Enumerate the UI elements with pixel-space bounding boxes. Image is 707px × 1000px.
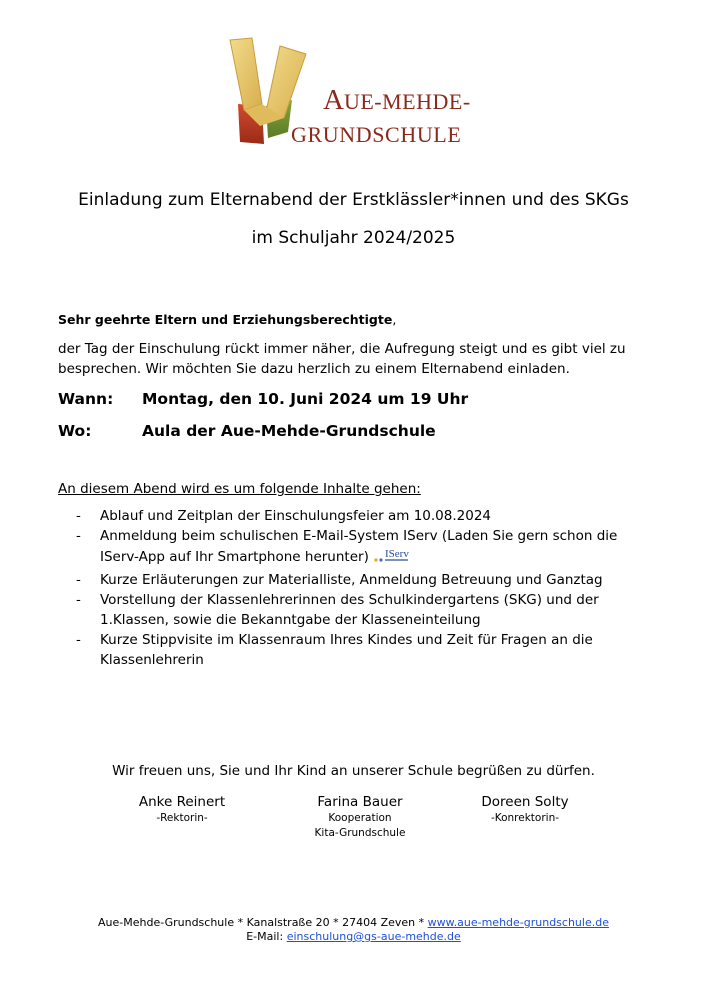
when-value: Montag, den 10. Juni 2024 um 19 Uhr — [142, 390, 469, 408]
list-item: - Vorstellung der Klassenlehrerinnen des Schulkindergartens (SKG) und der 1.Klassen, sowie die Bekanntgabe der Klasseneinteilung — [76, 592, 599, 628]
iserv-logo-icon — [373, 546, 409, 570]
list-item: - Ablauf und Zeitplan der Einschulungsfeier am 10.08.2024 — [76, 508, 491, 524]
footer-email-line — [0, 930, 707, 943]
email-link[interactable]: einschulung@gs-aue-mehde.de — [286, 930, 461, 943]
where-value: Aula der Aue-Mehde-Grundschule — [142, 422, 436, 440]
document-title-line1: Einladung zum Elternabend der Erstklässler*innen und des SKGs — [78, 190, 629, 210]
topics-list — [76, 506, 656, 670]
signature-role: Kita-Grundschule — [314, 827, 406, 839]
signature-role: -Konrektorin- — [490, 812, 560, 824]
signature-kooperation — [270, 793, 450, 841]
intro-paragraph: der Tag der Einschulung rückt immer näher, die Aufregung steigt und es gibt viel zu besprechen. Wir möchten Sie dazu herzlich zu einem Elternabend einladen. — [58, 341, 626, 377]
where-label: Wo: — [58, 422, 92, 440]
topics-heading: An diesem Abend wird es um folgende Inhalte gehen: — [58, 481, 421, 497]
signature-rektorin — [92, 793, 272, 826]
when-label: Wann: — [58, 390, 114, 408]
footer-address-line — [0, 916, 707, 929]
signature-role: Kooperation — [328, 812, 392, 824]
email-label: E-Mail: — [246, 930, 287, 943]
school-name-line1: AUE-MEHDE- — [323, 84, 471, 116]
signature-role: -Rektorin- — [156, 812, 208, 824]
signature-name: Doreen Solty — [481, 794, 569, 810]
iserv-logo-text: IServ — [384, 548, 409, 560]
list-item: - Kurze Stippvisite im Klassenraum Ihres Kindes und Zeit für Fragen an die Klassenlehrerin — [76, 632, 593, 668]
list-item: - Anmeldung beim schulischen E-Mail-System IServ (Laden Sie gern schon die IServ-App auf Ihr Smartphone herunter) IServ — [76, 526, 656, 570]
school-name-line2: GRUNDSCHULE — [291, 122, 462, 147]
greeting: Sehr geehrte Eltern und Erziehungsberechtigte, — [58, 312, 397, 327]
closing-sentence: Wir freuen uns, Sie und Ihr Kind an unserer Schule begrüßen zu dürfen. — [112, 763, 595, 779]
signature-konrektorin — [435, 793, 615, 826]
signature-name: Anke Reinert — [138, 794, 226, 810]
list-item: - Kurze Erläuterungen zur Materialliste, Anmeldung Betreuung und Ganztag — [76, 572, 603, 588]
document-title-line2: im Schuljahr 2024/2025 — [251, 228, 456, 248]
footer-address: Aue-Mehde-Grundschule * Kanalstraße 20 * 27404 Zeven * — [98, 916, 428, 929]
website-link[interactable]: www.aue-mehde-grundschule.de — [427, 916, 609, 929]
signature-name: Farina Bauer — [317, 794, 403, 810]
